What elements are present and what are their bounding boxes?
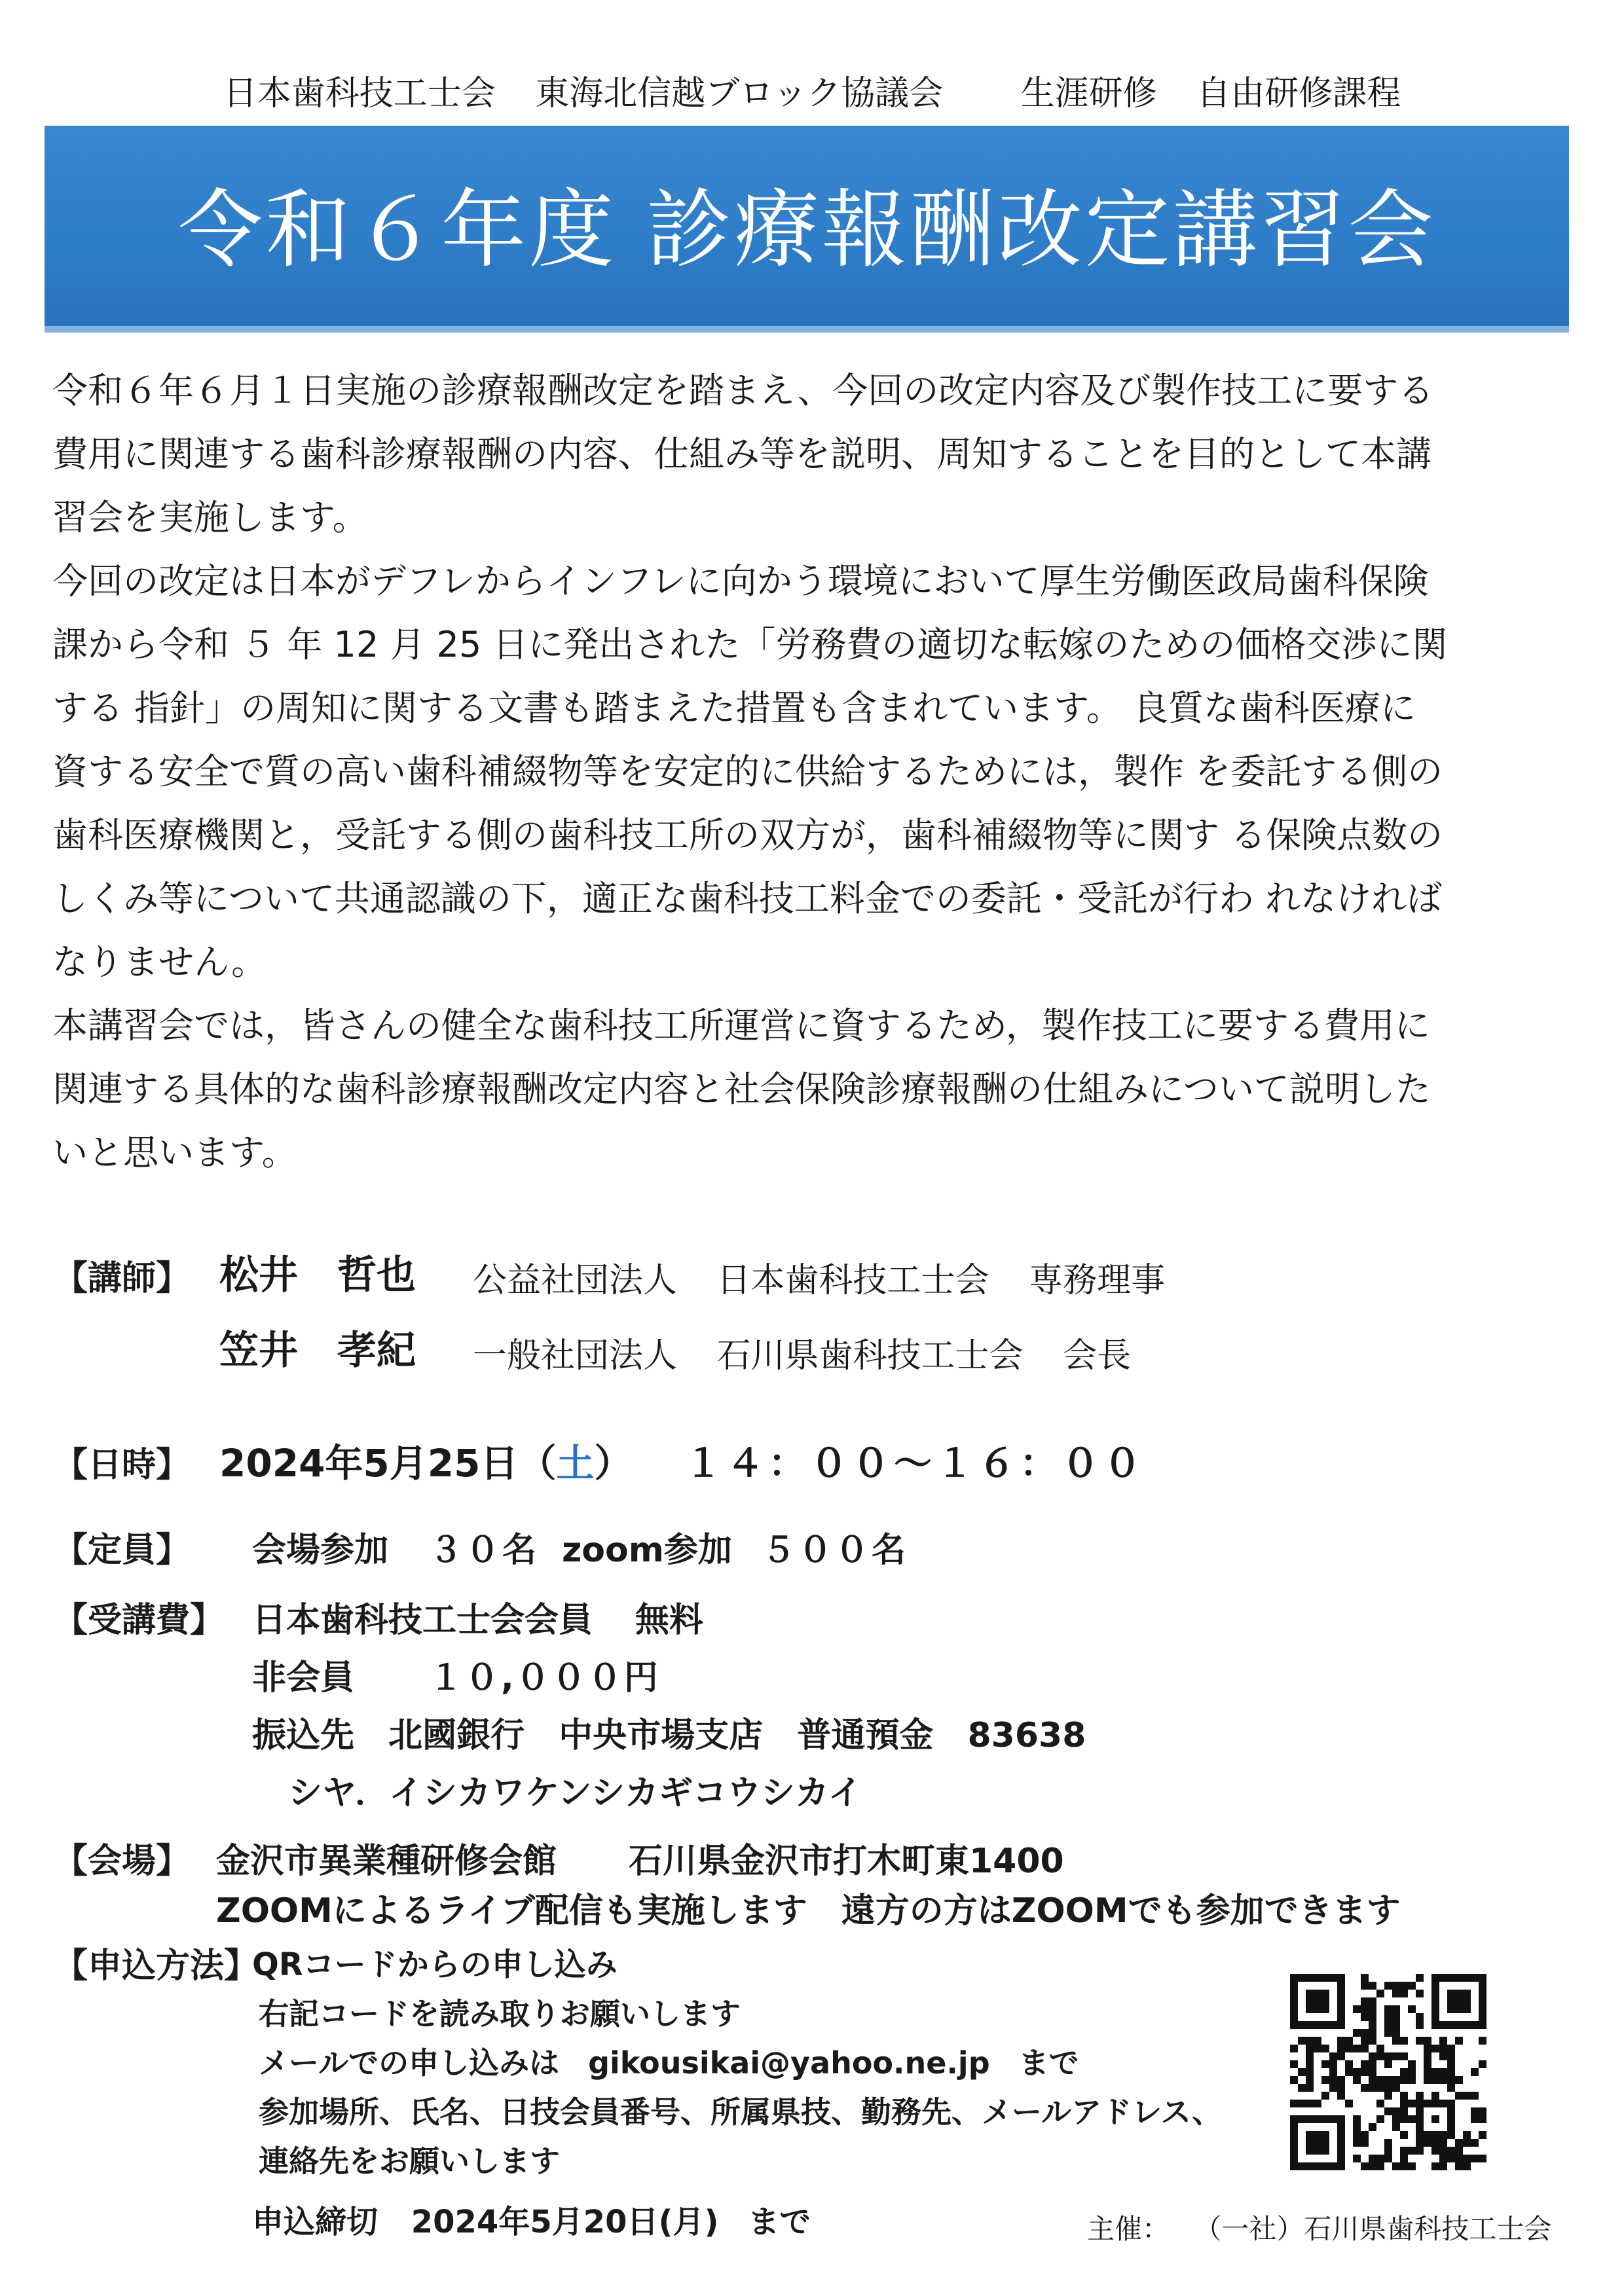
datetime-label: 【日時】	[54, 1446, 191, 1485]
bank-transfer	[252, 1707, 1086, 1757]
weekday-close: ）	[594, 1441, 633, 1485]
header-block: 東海北信越ブロック協議会	[535, 74, 944, 113]
apply-line-5: 連絡先をお願いします	[259, 2143, 560, 2179]
apply-line-2: 右記コードを読み取りお願いします	[259, 1996, 741, 2032]
lecturer-org: 石川県歯科技工士会	[716, 1336, 1024, 1376]
date-text: 2024年5月25日	[219, 1441, 519, 1485]
venue-address: 石川県金沢市打木町東1400	[629, 1842, 1064, 1881]
intro-line: 今回の改定は日本がデフレからインフレに向かう環境において厚生労働医政局歯科保険	[52, 560, 1429, 602]
fee-member: 日本歯科技工士会会員	[252, 1601, 593, 1640]
lecturer-name: 松井 哲也	[219, 1252, 416, 1298]
weekday: 土	[556, 1441, 595, 1485]
apply-line-1: QRコードからの申し込み	[252, 1946, 618, 1983]
lecturer-role: 会長	[1063, 1336, 1132, 1376]
transfer-label: 振込先	[252, 1716, 355, 1755]
event-time: １４：００〜１６：００	[684, 1441, 1146, 1485]
header-line	[0, 65, 1624, 115]
apply-label: 【申込方法】	[54, 1946, 259, 1986]
intro-line: 本講習会では，皆さんの健全な歯科技工所運営に資するため，製作技工に要する費用に	[52, 1005, 1430, 1046]
capacity-zoom-count: ５００名	[762, 1531, 909, 1570]
lecturers-label: 【講師】	[54, 1259, 191, 1298]
lecturer-org-type: 公益社団法人	[473, 1261, 678, 1300]
organizer	[1087, 2208, 1551, 2247]
deadline-label: 申込締切	[252, 2204, 378, 2240]
venue-name: 金沢市異業種研修会館	[216, 1842, 557, 1881]
capacity-zoom: zoom参加	[562, 1531, 732, 1570]
header-org: 日本歯科技工士会	[223, 74, 496, 113]
bank-branch: 中央市場支店	[559, 1716, 764, 1755]
intro-line: しくみ等について共通認識の下，適正な歯科技工料金での委託・受託が行わ れなければ	[52, 878, 1443, 919]
apply-line-3	[259, 2039, 1079, 2083]
account-number: 83638	[967, 1716, 1086, 1755]
lecturer-org-type: 一般社団法人	[473, 1336, 678, 1376]
lecturer-org: 日本歯科技工士会	[716, 1261, 989, 1300]
lecturer-role: 専務理事	[1029, 1261, 1166, 1300]
intro-line: 令和６年６月１日実施の診療報酬改定を踏まえ、今回の改定内容及び製作技工に要する	[52, 370, 1434, 411]
header-course: 生涯研修	[1020, 74, 1157, 113]
intro-line: 資する安全で質の高い歯科補綴物等を安定的に供給するためには，製作 を委託する側の	[52, 751, 1443, 792]
capacity-venue: 会場参加	[252, 1531, 389, 1570]
zoom-note: ZOOMによるライブ配信も実施します 遠方の方はZOOMでも参加できます	[216, 1891, 1401, 1931]
organizer-name: （一社）石川県歯科技工士会	[1194, 2213, 1552, 2245]
email-suffix: まで	[1018, 2045, 1079, 2081]
deadline-date: 2024年5月20日(月)	[411, 2204, 719, 2240]
capacity-label: 【定員】	[54, 1531, 191, 1570]
lecturer-affiliation	[473, 1328, 1160, 1377]
organizer-label: 主催：	[1087, 2213, 1170, 2245]
intro-line: 費用に関連する歯科診療報酬の内容、仕組み等を説明、周知することを目的として本講	[52, 433, 1431, 475]
bank-name: 北國銀行	[388, 1716, 525, 1755]
fee-nonmember-value: １０,０００円	[429, 1658, 660, 1698]
intro-line: 関連する具体的な歯科診療報酬改定内容と社会保険診療報酬の仕組みについて説明した	[52, 1068, 1431, 1110]
account-type: 普通預金	[797, 1716, 934, 1755]
apply-line-4: 参加場所、氏名、日技会員番号、所属県技、勤務先、メールアドレス、	[259, 2094, 1223, 2130]
header-course-type: 自由研修課程	[1196, 74, 1401, 113]
title-banner	[45, 126, 1569, 333]
intro-line: いと思います。	[52, 1132, 297, 1173]
account-name: シヤ．イシカワケンシカギコウシカイ	[288, 1774, 862, 1813]
venue-label: 【会場】	[54, 1842, 191, 1881]
deadline	[252, 2196, 811, 2242]
intro-line: 習会を実施します。	[52, 497, 368, 538]
email-link[interactable]: gikousikai@yahoo.ne.jp	[588, 2045, 990, 2081]
page-title: 令和６年度 診療報酬改定講習会	[177, 180, 1436, 280]
intro-text	[52, 359, 1572, 1184]
lecturer-name: 笠井 孝紀	[219, 1328, 416, 1374]
email-prefix: メールでの申し込みは	[259, 2045, 560, 2081]
fee-member-value: 無料	[635, 1601, 704, 1640]
fee-label: 【受講費】	[54, 1601, 225, 1640]
fee-nonmember: 非会員	[252, 1658, 355, 1698]
deadline-suffix: まで	[748, 2204, 811, 2240]
intro-line: する 指針」の周知に関する文書も踏まえた措置も含まれています。 良質な歯科医療に	[52, 687, 1416, 729]
intro-line: 歯科医療機関と，受託する側の歯科技工所の双方が，歯科補綴物等に関す る保険点数の	[52, 814, 1443, 856]
lecturer-affiliation	[473, 1252, 1194, 1302]
capacity-venue-count: ３０名	[429, 1531, 540, 1570]
qr-code-icon[interactable]	[1290, 1974, 1486, 2170]
intro-line: なりません。	[52, 941, 267, 983]
event-date	[219, 1432, 633, 1487]
intro-line: 課から令和 ５ 年 12 月 25 日に発出された「労務費の適切な転嫁のための価格交渉に関	[52, 624, 1448, 665]
weekday-open: （	[518, 1441, 557, 1485]
